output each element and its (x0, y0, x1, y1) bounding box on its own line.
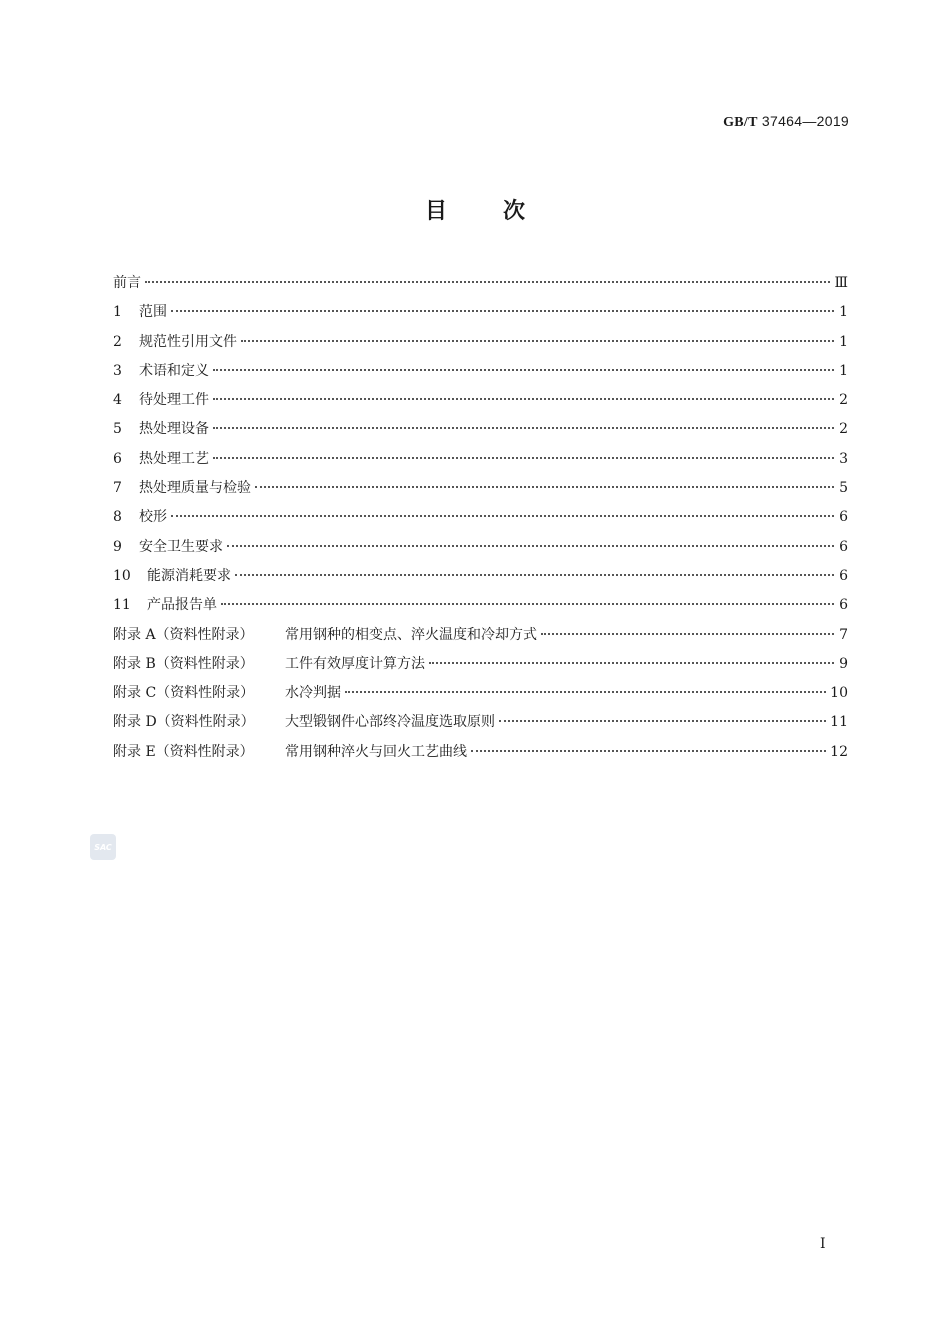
toc-entry-number: 7 (113, 480, 122, 497)
toc-leader-dots (213, 427, 834, 429)
toc-entry-label: 热处理工艺 (139, 450, 209, 467)
toc-entry-11[interactable] (113, 594, 848, 623)
toc-entry-page: 7 (839, 626, 848, 643)
toc-entry-label: 水冷判据 (285, 685, 341, 702)
toc-entry-number: 8 (113, 509, 122, 526)
toc-leader-dots (471, 750, 826, 752)
toc-entry-appendix-c[interactable] (113, 682, 848, 711)
toc-entry-label: 产品报告单 (147, 597, 217, 614)
toc-entry-8[interactable] (113, 506, 848, 535)
toc-entry-number: 3 (113, 362, 122, 379)
toc-entry-number: 2 (113, 333, 122, 350)
standard-number: 37464—2019 (761, 113, 849, 129)
toc-entry-page: 1 (839, 362, 848, 379)
toc-entry-page: 6 (839, 538, 848, 555)
toc-entry-label: 工件有效厚度计算方法 (285, 655, 425, 672)
page-title (0, 194, 950, 225)
toc-leader-dots (429, 662, 834, 664)
sac-logo-watermark (90, 834, 116, 860)
toc-leader-dots (171, 515, 834, 517)
toc-entry-label: 校形 (139, 509, 167, 526)
toc-entry-number: 附录 C（资料性附录） (113, 685, 255, 702)
toc-entry-page: 6 (839, 509, 848, 526)
toc-entry-page: 1 (839, 304, 848, 321)
toc-leader-dots (345, 691, 826, 693)
sac-logo-text: SAC (94, 842, 112, 852)
toc-entry-label: 待处理工件 (139, 392, 209, 409)
toc-entry-appendix-e[interactable] (113, 741, 848, 770)
toc-entry-page: 12 (830, 743, 848, 760)
toc-entry-number: 附录 D（资料性附录） (113, 714, 255, 731)
toc-entry-label: 术语和定义 (139, 362, 209, 379)
toc-leader-dots (221, 603, 834, 605)
toc-entry-number: 9 (113, 538, 122, 555)
toc-leader-dots (213, 398, 834, 400)
toc-entry-10[interactable] (113, 565, 848, 594)
toc-leader-dots (227, 545, 834, 547)
toc-entry-page: 2 (839, 421, 848, 438)
toc-entry-4[interactable] (113, 389, 848, 418)
toc-entry-2[interactable] (113, 331, 848, 360)
toc-entry-page: 5 (839, 480, 848, 497)
toc-entry-page: 3 (839, 450, 848, 467)
toc-entry-page: 2 (839, 392, 848, 409)
toc-leader-dots (241, 340, 834, 342)
toc-entry-number: 4 (113, 392, 122, 409)
toc-entry-page: 6 (839, 597, 848, 614)
toc-leader-dots (499, 720, 826, 722)
toc-entry-page: 1 (839, 333, 848, 350)
toc-entry-label: 范围 (139, 304, 167, 321)
toc-entry-number: 附录 E（资料性附录） (113, 743, 254, 760)
toc-leader-dots (213, 369, 834, 371)
toc-entry-5[interactable] (113, 418, 848, 447)
toc-entry-label: 能源消耗要求 (147, 567, 231, 584)
toc-entry-label: 前言 (113, 275, 141, 291)
toc-leader-dots (255, 486, 834, 488)
toc-entry-appendix-a[interactable] (113, 624, 848, 653)
title-char-2: 次 (503, 199, 526, 224)
toc-entry-number: 6 (113, 450, 122, 467)
page-number: Ⅰ (820, 1236, 826, 1252)
toc-entry-label: 大型锻钢件心部终冷温度选取原则 (285, 714, 495, 731)
toc-leader-dots (235, 574, 834, 576)
toc-leader-dots (145, 281, 830, 283)
toc-entry-label: 热处理设备 (139, 421, 209, 438)
toc-entry-page: 6 (839, 567, 848, 584)
toc-entry-number: 5 (113, 421, 122, 438)
toc-entry-1[interactable] (113, 301, 848, 330)
toc-entry-preface[interactable] (113, 272, 848, 301)
toc-entry-number: 附录 B（资料性附录） (113, 655, 254, 672)
toc-entry-label: 热处理质量与检验 (139, 480, 251, 497)
standard-code (723, 113, 849, 131)
toc-leader-dots (171, 310, 834, 312)
toc-entry-page: Ⅲ (834, 275, 848, 291)
toc-entry-appendix-b[interactable] (113, 653, 848, 682)
title-char-1: 目 (424, 199, 447, 224)
toc-entry-6[interactable] (113, 448, 848, 477)
toc-entry-number: 附录 A（资料性附录） (113, 626, 254, 643)
toc-entry-page: 11 (830, 714, 848, 731)
toc-entry-label: 常用钢种淬火与回火工艺曲线 (285, 743, 467, 760)
toc-leader-dots (541, 633, 834, 635)
toc-entry-page: 10 (830, 685, 848, 702)
toc-entry-7[interactable] (113, 477, 848, 506)
toc-leader-dots (213, 457, 834, 459)
toc-entry-label: 安全卫生要求 (139, 538, 223, 555)
toc-entry-number: 11 (113, 597, 131, 614)
toc-entry-9[interactable] (113, 536, 848, 565)
standard-prefix: GB/T (723, 115, 758, 130)
toc-entry-label: 常用钢种的相变点、淬火温度和冷却方式 (285, 626, 537, 643)
table-of-contents (113, 272, 848, 770)
toc-entry-page: 9 (839, 655, 848, 672)
toc-entry-label: 规范性引用文件 (139, 333, 237, 350)
toc-entry-number: 10 (113, 567, 131, 584)
toc-entry-number: 1 (113, 304, 122, 321)
toc-entry-3[interactable] (113, 360, 848, 389)
toc-entry-appendix-d[interactable] (113, 711, 848, 740)
